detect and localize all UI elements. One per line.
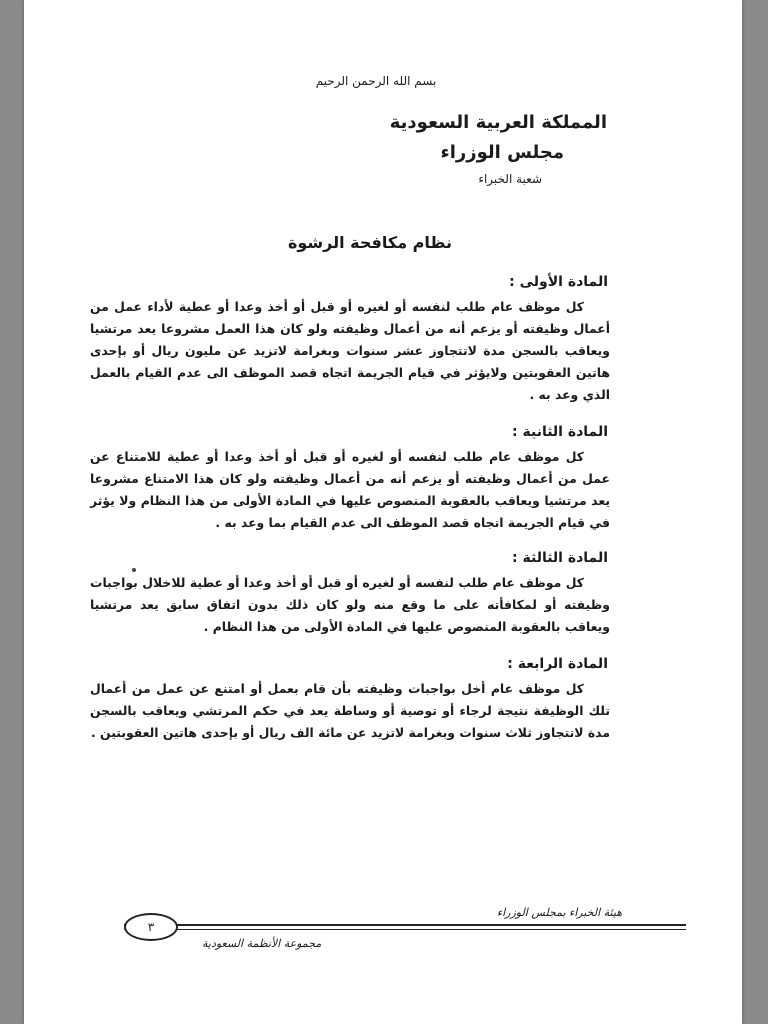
article-1-text: كل موظف عام طلب لنفسه أو لغيره أو قبل أو أخذ وعدا أو عطية لأداء عمل من أعمال وظيفته أو يزعم أنه من أعمال وظيفته ولو كان هذا العمل مشروعا يعد مرتشيا ويعاقب بالسجن مدة لاتتجاوز عشر سنوات وبغرامة لاتزيد عن مليون ريال أو بإحدى هاتين العقوبتين ولايؤثر في قيام الجريمة اتجاه قصد الموظف الى عدم القيام بالعمل الذي وعد به . xyxy=(90,299,610,402)
header-council: مجلس الوزراء xyxy=(440,142,564,163)
bismillah: بسم الله الرحمن الرحيم xyxy=(315,74,437,88)
article-2-heading: المادة الثانية : xyxy=(512,424,608,440)
footer-rule-top xyxy=(124,924,686,926)
document-title: نظام مكافحة الرشوة xyxy=(287,233,452,252)
article-1-heading: المادة الأولى : xyxy=(509,274,608,290)
article-4-text: كل موظف عام أخل بواجبات وظيفته بأن قام بعمل أو امتنع عن عمل من أعمال تلك الوظيفة نتيجة لرجاء أو توصية أو وساطة يعد في حكم المرتشي ويعاقب بالسجن مدة لاتتجاوز ثلاث سنوات وبغرامة لاتزيد عن مائة الف ريال أو بإحدى هاتين العقوبتين . xyxy=(90,681,610,740)
footer-publisher: هيئة الخبراء بمجلس الوزراء xyxy=(496,906,622,919)
article-2-body xyxy=(90,446,610,534)
footer-rule-bottom xyxy=(124,929,686,930)
article-3-body xyxy=(90,572,610,638)
footer-collection: مجموعة الأنظمة السعودية xyxy=(202,937,322,950)
article-4-body xyxy=(90,678,610,744)
article-4-heading: المادة الرابعة : xyxy=(507,656,608,672)
article-2-text: كل موظف عام طلب لنفسه أو لغيره أو قبل أو أخذ وعدا أو عطية للامتناع عن عمل من أعمال وظيفته أو يزعم أنه من أعمال وظيفته ولو كان هذا الامتناع مشروعا يعد مرتشيا ويعاقب بالعقوبة المنصوص عليها في المادة الأولى من هذا النظام ولا يؤثر في قيام الجريمة اتجاه قصد الموظف الى عدم القيام بما وعد به . xyxy=(90,449,610,530)
header-kingdom: المملكة العربية السعودية xyxy=(389,112,607,133)
article-3-heading: المادة الثالثة : xyxy=(512,550,608,566)
page-number: ٣ xyxy=(124,913,178,941)
article-1-body xyxy=(90,296,610,406)
header-division: شعبة الخبراء xyxy=(478,172,542,186)
scan-speck xyxy=(132,568,136,572)
document-page xyxy=(24,0,742,1024)
article-3-text: كل موظف عام طلب لنفسه أو لغيره أو قبل أو أخذ وعدا أو عطية للاخلال بواجبات وظيفته أو لمكافأته على ما وقع منه ولو كان ذلك بدون اتفاق سابق يعد مرتشيا ويعاقب بالعقوبة المنصوص عليها في المادة الأولى من هذا النظام . xyxy=(90,575,610,634)
